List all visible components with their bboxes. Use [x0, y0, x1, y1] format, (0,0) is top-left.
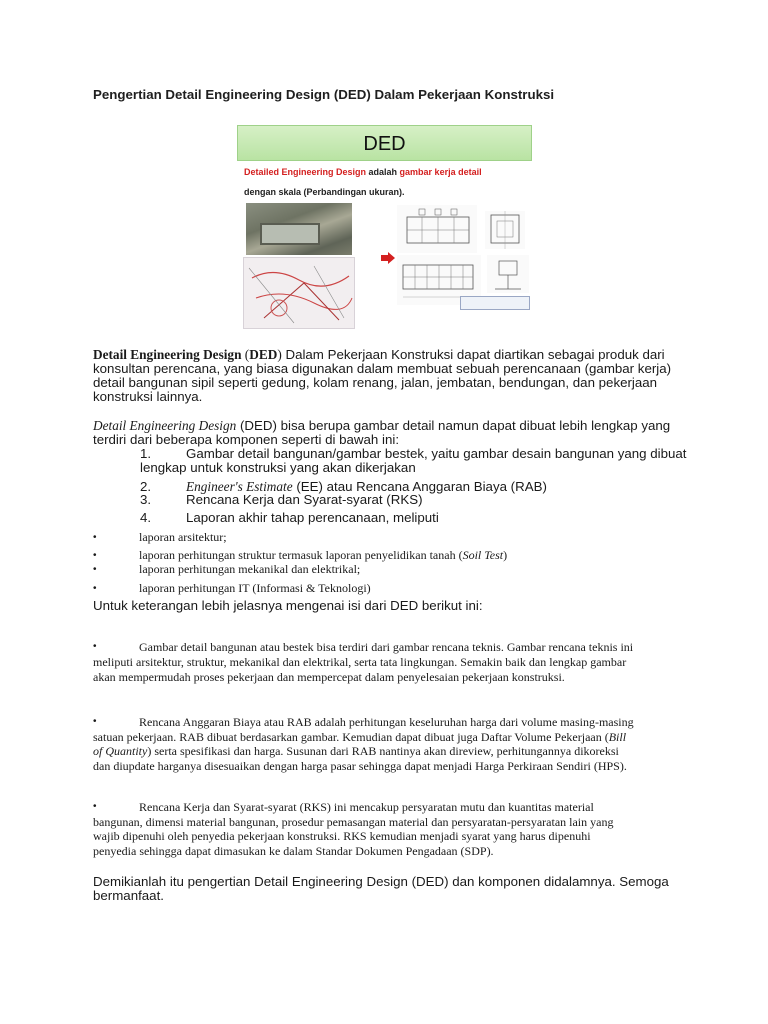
paragraph-1-line-4: konstruksi lainnya. [93, 389, 203, 404]
detail-3-line-3: wajib dipenuhi oleh penyedia pekerjaan konstruksi. RKS kemudian menjadi syarat yang harus dipenuhi [93, 829, 591, 843]
sketch-photo [243, 257, 355, 329]
list-item-2-number: 2. [140, 479, 152, 494]
ded-paren-open: ( [241, 347, 250, 362]
detail-3-line-1: Rencana Kerja dan Syarat-syarat (RKS) ini mencakup persyaratan mutu dan kuantitas material [139, 800, 594, 814]
ded-paren-close: ) [277, 347, 282, 362]
detail-intro: Untuk keterangan lebih jelasnya mengenai isi dari DED berikut ini: [93, 598, 483, 613]
list-item-1-continuation: lengkap untuk konstruksi yang akan dikerjakan [140, 460, 416, 475]
bullet-icon: • [93, 564, 97, 575]
bullet-icon: • [93, 716, 97, 727]
detail-2-line-4: dan diupdate harganya disesuaikan dengan harga pasar sehingga dapat menjadi Harga Perkiraan Sendiri (HPS). [93, 759, 627, 773]
figure-caption-line1 [244, 167, 482, 177]
closing-line-1: Demikianlah itu pengertian Detail Engineering Design (DED) dan komponen didalamnya. Semoga [93, 874, 669, 889]
bullet-item-2-after: ) [503, 548, 508, 562]
detail-1-line-2: meliputi arsitektur, struktur, mekanikal dan elektrikal, serta tata lingkungan. Semakin baik dan lengkap gambar [93, 655, 627, 669]
blueprint-drawing-1 [397, 205, 477, 253]
figure-caption-red2: gambar kerja detail [399, 167, 482, 177]
ded-bold-term: Detail Engineering Design [93, 347, 242, 362]
list-item-2-italic: Engineer's Estimate [186, 479, 293, 494]
blueprint-drawing-4 [487, 255, 529, 293]
bullet-item-2-italic: Soil Test [462, 548, 504, 562]
bullet-icon: • [93, 532, 97, 543]
bullet-icon: • [93, 801, 97, 812]
detail-2-line-3 [93, 744, 619, 758]
list-item-3-text: Rencana Kerja dan Syarat-syarat (RKS) [186, 492, 423, 507]
figure-banner [237, 125, 532, 161]
excavation-shape [260, 223, 320, 245]
paragraph-1-line-1 [93, 348, 671, 362]
construction-photo [246, 203, 352, 255]
bullet-icon: • [93, 583, 97, 594]
bullet-item-3: laporan perhitungan mekanikal dan elektrikal; [139, 562, 361, 576]
drawing-caption-box [460, 296, 530, 310]
ded-abbrev: DED [249, 347, 278, 362]
detail-2-line-2-italic: Bill [608, 730, 627, 744]
paragraph-2 [93, 419, 670, 447]
detail-2-line-2-text: satuan pekerjaan. RAB dibuat berdasarkan gambar. Kemudian dapat dibuat juga Daftar Volume Pekerjaan ( [93, 730, 609, 744]
paragraph-1-line-3: detail bangunan sipil seperti gedung, kolam renang, jalan, jembatan, bendungan, dan pekerjaan [93, 375, 658, 390]
bullet-item-2-text: laporan perhitungan struktur termasuk laporan penyelidikan tanah ( [139, 548, 463, 562]
detail-3-line-2: bangunan, dimensi material bangunan, prosedur pemasangan material dan persyaratan-persyaratan lain yang [93, 815, 614, 829]
ded-figure [237, 125, 532, 331]
detail-2-line-1: Rencana Anggaran Biaya atau RAB adalah perhitungan keseluruhan harga dari volume masing-masing [139, 715, 634, 729]
detail-1-line-3: akan mempermudah proses pekerjaan dan mempercepat dalam penyelesaian pekerjaan konstruksi. [93, 670, 565, 684]
detail-3-line-4: penyedia sehingga dapat dimasukan ke dalam Standar Dokumen Pengadaan (SDP). [93, 844, 494, 858]
paragraph-2-line-2: terdiri dari beberapa komponen seperti di bawah ini: [93, 432, 400, 447]
blueprint-drawing-2 [485, 211, 525, 249]
bullet-item-2 [139, 548, 507, 562]
figure-caption-black: adalah [366, 167, 400, 177]
figure-banner-text: DED [363, 133, 406, 155]
ded-italic-term: Detail Engineering Design [93, 418, 237, 433]
page-title: Pengertian Detail Engineering Design (DED) Dalam Pekerjaan Konstruksi [93, 87, 555, 102]
paragraph-1-rest: Dalam Pekerjaan Konstruksi dapat diartikan sebagai produk dari [281, 347, 665, 362]
bullet-icon: • [93, 550, 97, 561]
bullet-item-1: laporan arsitektur; [139, 530, 227, 544]
list-item-4-text: Laporan akhir tahap perencanaan, meliputi [186, 510, 439, 525]
paragraph-2-rest: (DED) bisa berupa gambar detail namun dapat dibuat lebih lengkap yang [236, 418, 671, 433]
list-item-3-number: 3. [140, 492, 152, 507]
list-item-2-rest: (EE) atau Rencana Anggaran Biaya (RAB) [292, 479, 547, 494]
closing-line-2: bermanfaat. [93, 888, 164, 903]
detail-2-line-3-text: ) serta spesifikasi dan harga. Susunan dari RAB nantinya akan direview, perhitungannya dikoreksi [147, 744, 619, 758]
figure-caption-line2: dengan skala (Perbandingan ukuran). [244, 187, 405, 197]
list-item-4-number: 4. [140, 510, 152, 525]
figure-caption-red1: Detailed Engineering Design [244, 167, 367, 177]
detail-2-line-2 [93, 730, 626, 744]
paragraph-2-line-1 [93, 419, 670, 433]
detail-2-line-3-italic: of Quantity [93, 744, 148, 758]
list-item-1-number: 1. [140, 446, 152, 461]
detail-1-line-1: Gambar detail bangunan atau bestek bisa terdiri dari gambar rencana teknis. Gambar rencana teknis ini [139, 640, 634, 654]
list-item-1-text: Gambar detail bangunan/gambar bestek, yaitu gambar desain bangunan yang dibuat [186, 446, 687, 461]
sketch-lines [244, 258, 356, 330]
bullet-item-4: laporan perhitungan IT (Informasi & Teknologi) [139, 581, 371, 595]
paragraph-1 [93, 348, 671, 404]
arrow-icon [381, 252, 395, 264]
paragraph-1-line-2: konsultan perencana, yang biasa digunakan dalam membuat sebuah perencanaan (gambar kerja) [93, 361, 672, 376]
bullet-icon: • [93, 641, 97, 652]
